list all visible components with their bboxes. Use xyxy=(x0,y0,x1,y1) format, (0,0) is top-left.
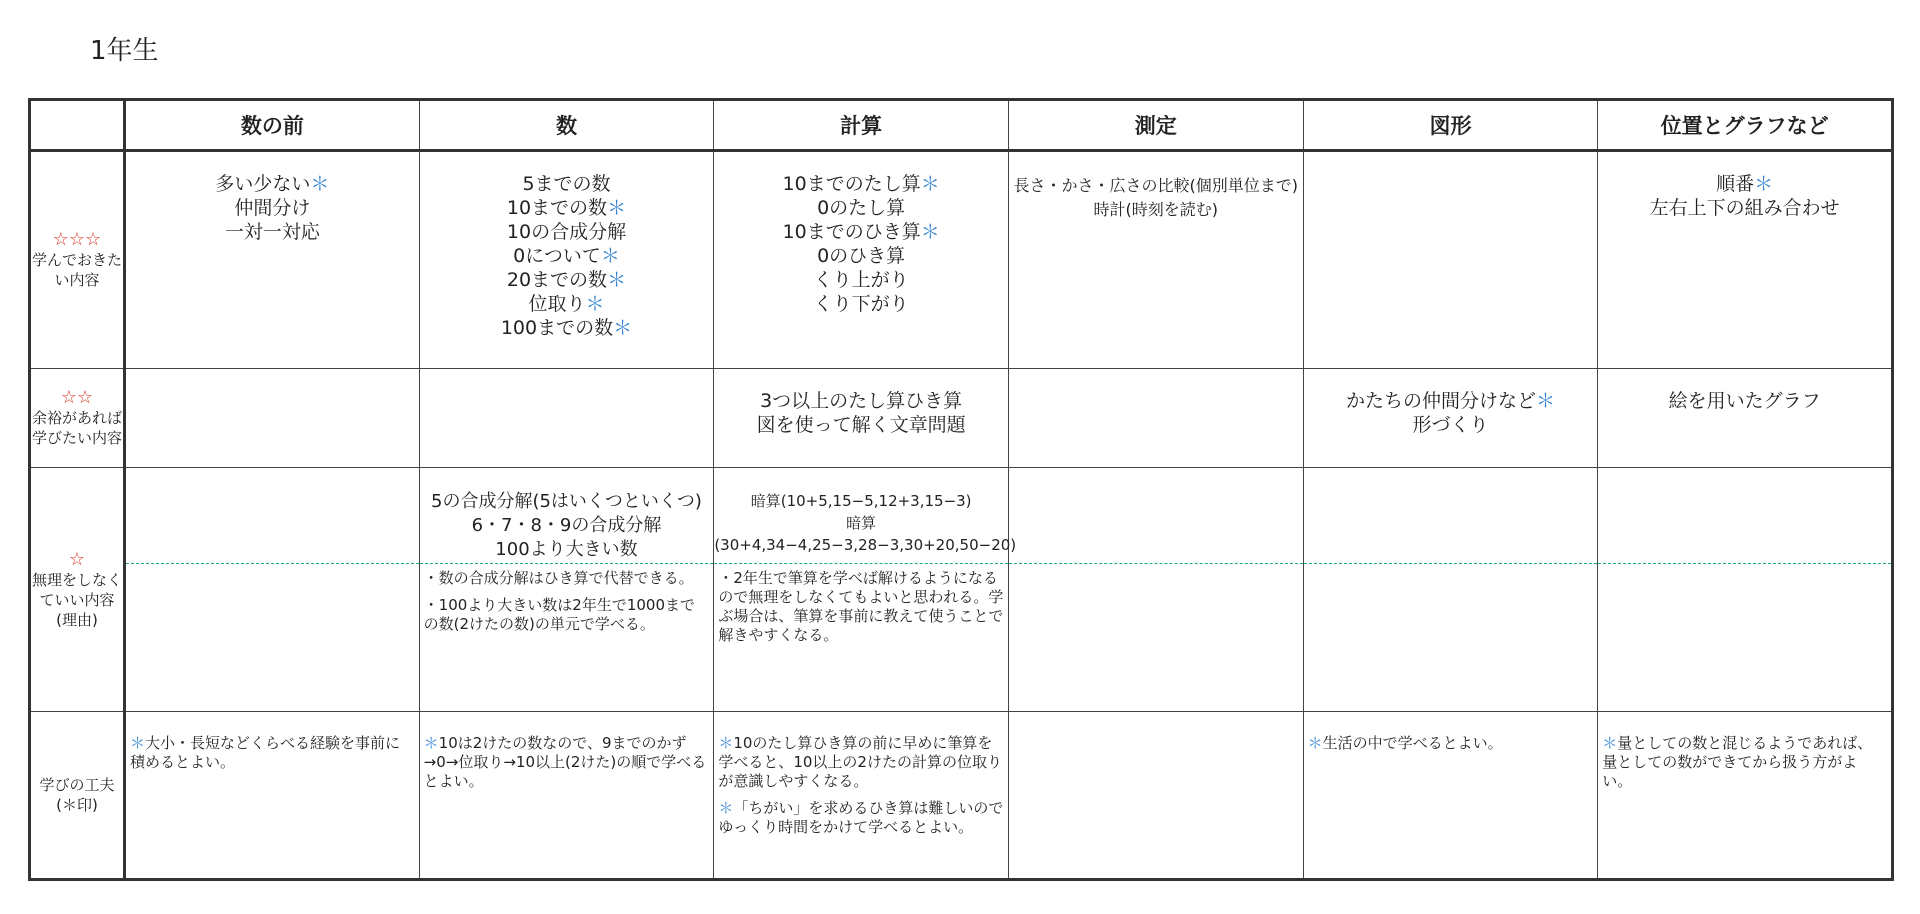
cell-line: 5までの数 xyxy=(522,173,611,195)
row-header xyxy=(30,712,125,880)
col-header: 計算 xyxy=(714,100,1009,151)
cell-line: 10の合成分解 xyxy=(506,221,627,243)
cell-line: 5の合成分解(5はいくつといくつ) xyxy=(431,491,702,512)
cell-line: 時計(時刻を読む) xyxy=(1093,200,1219,219)
cell xyxy=(1303,468,1598,712)
cell-line: ・100より大きい数は2年生で1000までの数(2けたの数)の単元で学べる。 xyxy=(423,596,696,633)
asterisk-mark: ＊ xyxy=(130,734,146,752)
cell xyxy=(125,712,420,880)
asterisk-mark: ＊ xyxy=(718,734,734,752)
cell xyxy=(1598,369,1893,468)
cell xyxy=(1303,712,1598,880)
cell xyxy=(1303,151,1598,369)
asterisk-mark: ＊ xyxy=(718,799,734,817)
cell-line: 暗算 xyxy=(846,514,877,532)
cell xyxy=(714,712,1009,880)
row-header xyxy=(30,151,125,369)
cell-line: 20までの数＊ xyxy=(506,269,627,291)
cell-line: 左右上下の組み合わせ xyxy=(1649,197,1840,219)
cell-line: ・数の合成分解はひき算で代替できる。 xyxy=(423,569,694,587)
cell-line: 10までのたし算＊ xyxy=(782,173,940,195)
asterisk-mark: ＊ xyxy=(1535,390,1555,412)
asterisk-mark: ＊ xyxy=(920,221,940,243)
asterisk-mark: ＊ xyxy=(1754,173,1774,195)
curriculum-table xyxy=(28,98,1894,881)
stars-rating: ☆☆ xyxy=(60,387,94,408)
row-optional xyxy=(30,369,1893,468)
row-label: 無理をしなくていい内容 xyxy=(31,570,122,609)
cell-line: ・2年生で筆算を学べば解けるようになるので無理をしなくてもよいと思われる。学ぶ場合は、筆算を事前に教えて使うことで解きやすくなる。 xyxy=(718,569,1004,644)
cell xyxy=(419,369,714,468)
row-not-required xyxy=(30,468,1893,712)
cell xyxy=(714,151,1009,369)
col-header: 数 xyxy=(419,100,714,151)
cell-line: 0のたし算 xyxy=(817,197,906,219)
row-label-mark: (＊印) xyxy=(56,796,98,814)
row-header xyxy=(30,369,125,468)
cell-line: ＊「ちがい」を求めるひき算は難しいのでゆっくり時間をかけて学べるとよい。 xyxy=(718,799,1004,836)
cell xyxy=(1598,712,1893,880)
asterisk-mark: ＊ xyxy=(1602,734,1618,752)
cell xyxy=(125,369,420,468)
row-must-learn xyxy=(30,151,1893,369)
asterisk-mark: ＊ xyxy=(585,293,605,315)
cell-note xyxy=(1009,564,1303,574)
col-header: 数の前 xyxy=(125,100,420,151)
cell-line: 形づくり xyxy=(1412,414,1489,436)
cell xyxy=(125,468,420,712)
cell xyxy=(125,151,420,369)
asterisk-mark: ＊ xyxy=(1307,734,1323,752)
cell-line: 長さ・かさ・広さの比較(個別単位まで) xyxy=(1013,176,1299,195)
cell-line: 0について＊ xyxy=(513,245,620,267)
row-tips xyxy=(30,712,1893,880)
header-row xyxy=(30,100,1893,151)
asterisk-mark: ＊ xyxy=(423,734,439,752)
cell-line: 100より大きい数 xyxy=(495,539,638,560)
page-title: 1年生 xyxy=(90,36,159,66)
corner-cell xyxy=(30,100,125,151)
cell-note xyxy=(1304,564,1598,574)
cell-line: 0のひき算 xyxy=(817,245,906,267)
cell-line: くり上がり xyxy=(813,269,909,291)
cell-line: 100までの数＊ xyxy=(500,317,633,339)
cell xyxy=(1303,369,1598,468)
row-label: 余裕があれば学びたい内容 xyxy=(31,409,122,447)
asterisk-mark: ＊ xyxy=(607,197,627,219)
cell xyxy=(1598,151,1893,369)
cell xyxy=(419,712,714,880)
cell xyxy=(419,468,714,712)
cell-line: ＊10は2けたの数なので、9までのかず→0→位取り→10以上(2けた)の順で学べるとよい。 xyxy=(423,734,707,790)
cell-line: ＊10のたし算ひき算の前に早めに筆算を学べると、10以上の2けたの計算の位取りが意識しやすくなる。 xyxy=(718,734,1002,790)
cell-upper xyxy=(420,468,714,564)
asterisk-mark: ＊ xyxy=(310,173,330,195)
cell xyxy=(1598,468,1893,712)
cell-note xyxy=(1598,564,1891,574)
cell-line: (30+4,34−4,25−3,28−3,30+20,50−20) xyxy=(714,536,1017,554)
cell-line: 暗算(10+5,15−5,12+3,15−3) xyxy=(750,492,972,510)
asterisk-mark: ＊ xyxy=(600,245,620,267)
cell-line: 位取り＊ xyxy=(528,293,605,315)
asterisk-mark: ＊ xyxy=(920,173,940,195)
col-header: 位置とグラフなど xyxy=(1598,100,1893,151)
col-header: 図形 xyxy=(1303,100,1598,151)
row-label: 学んでおきたい内容 xyxy=(31,251,122,289)
cell-line: ＊量としての数と混じるようであれば、量としての数ができてから扱う方がよい。 xyxy=(1602,734,1873,790)
cell-line: ＊大小・長短などくらべる経験を事前に積めるとよい。 xyxy=(130,734,401,771)
cell xyxy=(1008,151,1303,369)
cell-line: 10までのひき算＊ xyxy=(782,221,940,243)
asterisk-mark: ＊ xyxy=(607,269,627,291)
cell-note xyxy=(420,564,714,647)
stars-rating: ☆ xyxy=(68,548,86,570)
cell-line: 6・7・8・9の合成分解 xyxy=(471,515,662,536)
cell-upper xyxy=(1304,468,1598,564)
cell-line: 絵を用いたグラフ xyxy=(1668,390,1821,412)
cell-upper xyxy=(126,468,419,564)
cell-line: ＊生活の中で学べるとよい。 xyxy=(1307,734,1503,752)
cell xyxy=(714,468,1017,712)
cell-line: 仲間分け xyxy=(234,197,311,219)
row-label-reason: (理由) xyxy=(56,610,98,629)
cell-upper xyxy=(1598,468,1891,564)
col-header: 測定 xyxy=(1008,100,1303,151)
cell xyxy=(419,151,714,369)
cell-line: くり下がり xyxy=(813,293,909,315)
cell xyxy=(714,369,1009,468)
cell-line: 3つ以上のたし算ひき算 xyxy=(760,390,963,412)
cell xyxy=(1008,369,1303,468)
cell-note xyxy=(126,564,419,574)
cell-upper xyxy=(1009,468,1303,564)
cell-line: 10までの数＊ xyxy=(506,197,627,219)
cell xyxy=(1008,712,1303,880)
cell-line: 一対一対応 xyxy=(224,221,320,243)
cell-line: 図を使って解く文章問題 xyxy=(756,414,966,436)
cell-line: かたちの仲間分けなど＊ xyxy=(1345,390,1555,412)
cell-upper xyxy=(714,468,1017,564)
stars-rating: ☆☆☆ xyxy=(52,229,102,250)
row-header xyxy=(30,468,125,712)
cell-line: 順番＊ xyxy=(1716,173,1774,195)
row-label: 学びの工夫 xyxy=(39,776,115,794)
asterisk-mark: ＊ xyxy=(613,317,633,339)
cell-note xyxy=(714,564,1008,658)
cell xyxy=(1008,468,1303,712)
cell-line: 多い少ない＊ xyxy=(215,173,330,195)
